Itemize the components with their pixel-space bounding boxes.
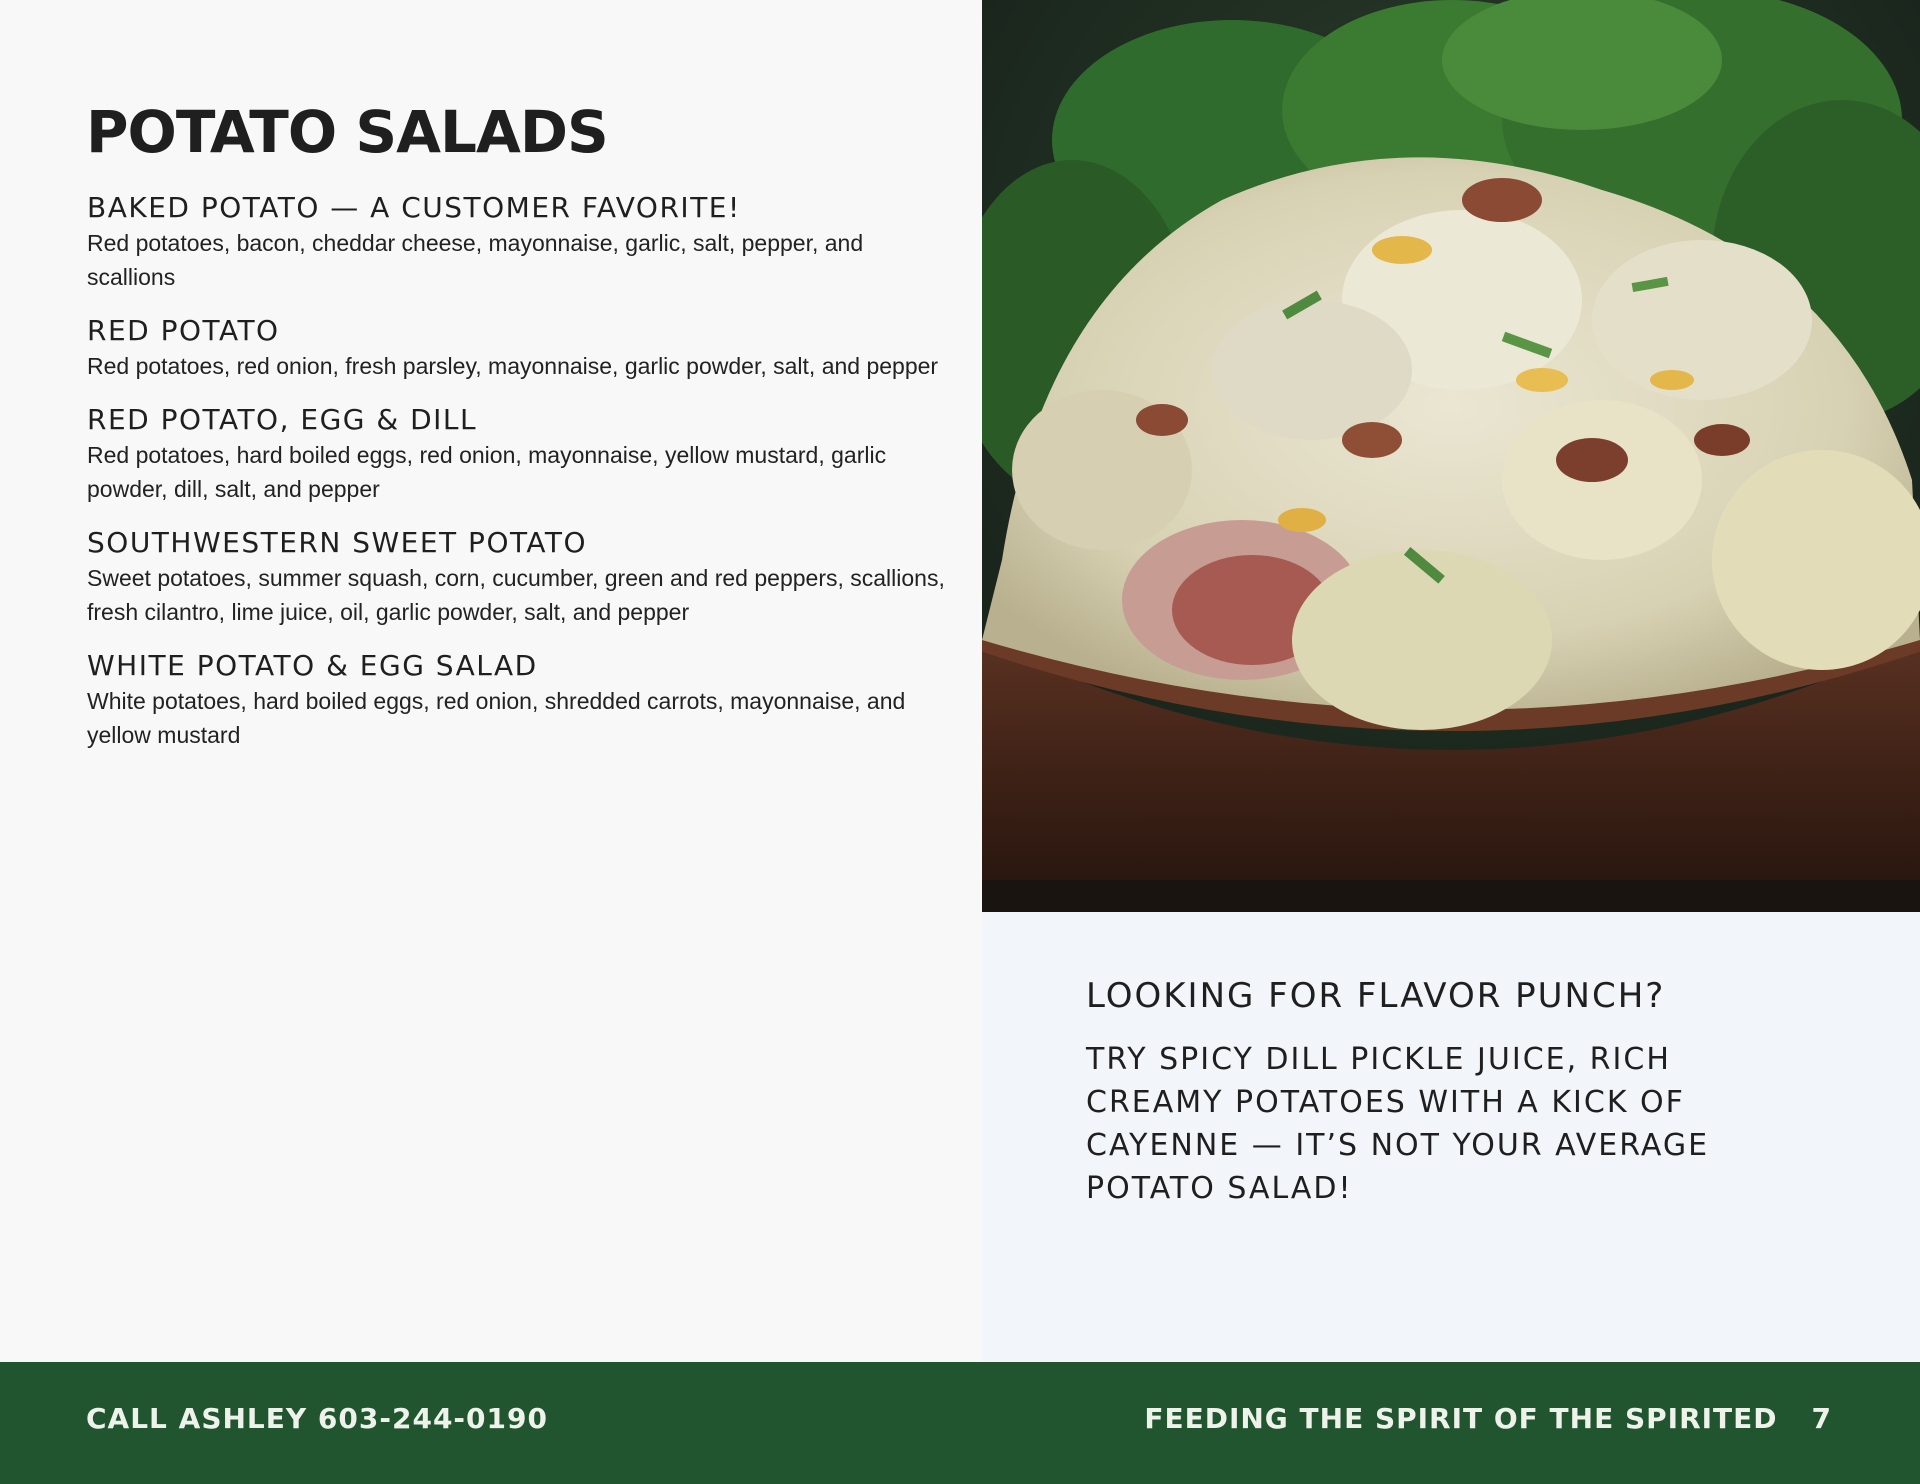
menu-item-title: BAKED POTATO — A CUSTOMER FAVORITE! bbox=[87, 191, 741, 224]
menu-item-description: Sweet potatoes, summer squash, corn, cucumber, green and red peppers, scallions, fresh cilantro, lime juice, oil, garlic powder, salt, and pepper bbox=[87, 565, 945, 625]
menu-item bbox=[87, 648, 947, 752]
menu-item-title: RED POTATO, EGG & DILL bbox=[87, 403, 478, 436]
menu-item bbox=[87, 190, 947, 294]
callout-panel bbox=[982, 912, 1920, 1362]
menu-list bbox=[87, 190, 947, 771]
menu-item bbox=[87, 313, 947, 383]
menu-item-description: Red potatoes, hard boiled eggs, red onion, mayonnaise, yellow mustard, garlic powder, dill, salt, and pepper bbox=[87, 442, 887, 502]
content-column bbox=[0, 0, 982, 1362]
footer-tagline: FEEDING THE SPIRIT OF THE SPIRITED bbox=[1144, 1402, 1778, 1435]
footer-right bbox=[1144, 1402, 1832, 1435]
menu-item bbox=[87, 402, 947, 506]
menu-item-title: WHITE POTATO & EGG SALAD bbox=[87, 649, 538, 682]
menu-item-description: White potatoes, hard boiled eggs, red onion, shredded carrots, mayonnaise, and yellow mustard bbox=[87, 688, 906, 748]
menu-item-title: SOUTHWESTERN SWEET POTATO bbox=[87, 526, 588, 559]
page-title: POTATO SALADS bbox=[86, 98, 608, 166]
footer-bar bbox=[0, 1362, 1920, 1484]
menu-item bbox=[87, 525, 947, 629]
menu-item-description: Red potatoes, bacon, cheddar cheese, mayonnaise, garlic, salt, pepper, and scallions bbox=[87, 230, 864, 290]
potato-salad-photo bbox=[982, 0, 1920, 912]
callout-heading: LOOKING FOR FLAVOR PUNCH? bbox=[1086, 976, 1666, 1016]
page-number: 7 bbox=[1811, 1402, 1832, 1435]
menu-item-title: RED POTATO bbox=[87, 314, 280, 347]
callout-body: TRY SPICY DILL PICKLE JUICE, RICH CREAMY POTATOES WITH A KICK OF CAYENNE — IT’S NOT YOUR AVERAGE POTATO SALAD! bbox=[1086, 1042, 1710, 1206]
footer-phone: CALL ASHLEY 603-244-0190 bbox=[86, 1402, 548, 1435]
menu-item-description: Red potatoes, red onion, fresh parsley, mayonnaise, garlic powder, salt, and pepper bbox=[87, 353, 939, 379]
